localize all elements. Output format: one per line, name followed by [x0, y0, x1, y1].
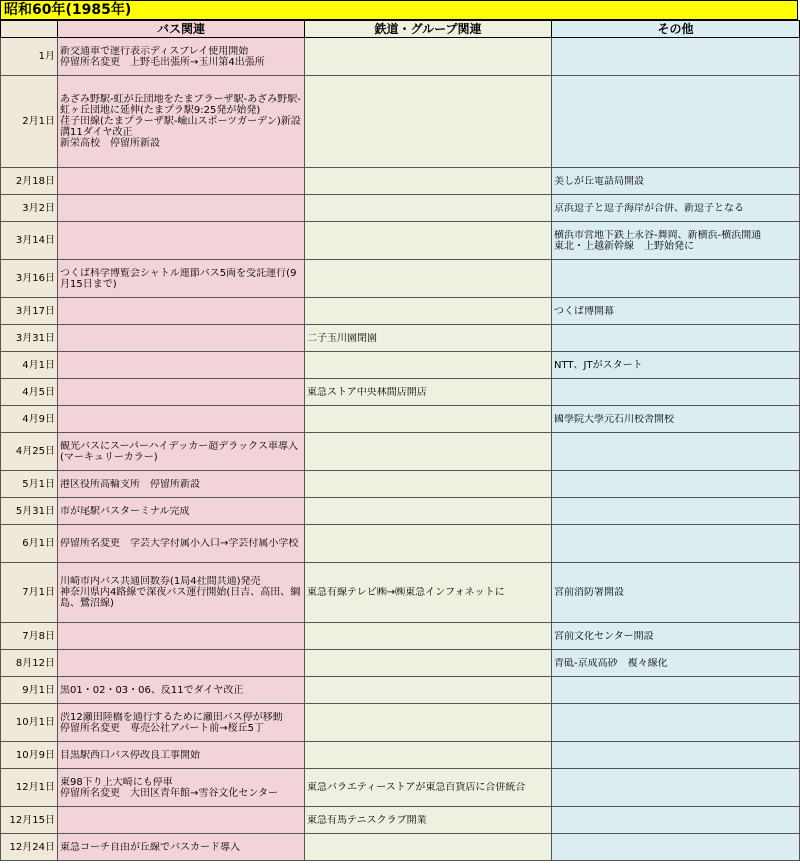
row-date: [1, 222, 58, 260]
row-bus-cell-text: 東98下り上大崎にも停車 停留所名変更 大田区青年館→雪谷文化センター: [60, 776, 278, 799]
row-date-text: 4月1日: [22, 359, 55, 371]
row-bus-cell: [58, 406, 305, 433]
table-row: [1, 168, 800, 195]
row-date: [1, 76, 58, 168]
row-date: [1, 168, 58, 195]
row-other-cell: [552, 704, 800, 742]
row-date: [1, 769, 58, 807]
table-row: [1, 807, 800, 834]
row-bus-cell-text: 黒01・02・03・06、反11でダイヤ改正: [60, 684, 244, 696]
table-row: [1, 834, 800, 861]
row-rail-cell: [305, 650, 552, 677]
row-other-cell: [552, 650, 800, 677]
row-bus-cell-text: つくば科学博覧会シャトル連節バス5両を受託運行(9月15日まで): [60, 267, 297, 290]
row-other-cell-text: 宮前消防署開設: [554, 587, 624, 598]
row-date: [1, 352, 58, 379]
row-other-cell: [552, 406, 800, 433]
row-bus-cell: [58, 677, 305, 704]
row-rail-cell: [305, 406, 552, 433]
row-other-cell: [552, 677, 800, 704]
row-rail-cell: [305, 742, 552, 769]
row-rail-cell: [305, 195, 552, 222]
row-rail-cell: [305, 563, 552, 623]
row-rail-cell-text: 二子玉川園閉園: [307, 332, 377, 344]
row-date-text: 12月1日: [15, 782, 55, 793]
row-other-cell: [552, 168, 800, 195]
row-bus-cell-text: 停留所名変更 学芸大学付属小入口→学芸付属小学校: [60, 538, 299, 549]
row-other-cell-text: つくば博開幕: [554, 305, 614, 317]
row-other-cell-text: 國學院大學元石川校舎開校: [554, 413, 674, 425]
row-bus-cell: [58, 834, 305, 861]
row-date: [1, 433, 58, 471]
row-date: [1, 379, 58, 406]
header-rail: 鉄道・グループ関連: [305, 21, 552, 38]
row-bus-cell: [58, 222, 305, 260]
row-date: [1, 742, 58, 769]
timeline-table: [0, 20, 800, 861]
row-date-text: 3月2日: [22, 202, 55, 214]
row-date: [1, 677, 58, 704]
table-row: [1, 623, 800, 650]
row-other-cell: [552, 325, 800, 352]
row-date-text: 9月1日: [22, 684, 55, 696]
table-row: [1, 677, 800, 704]
row-rail-cell: [305, 525, 552, 563]
row-bus-cell: [58, 471, 305, 498]
table-row: [1, 325, 800, 352]
row-date-text: 5月1日: [22, 478, 55, 490]
row-bus-cell: [58, 807, 305, 834]
row-other-cell: [552, 623, 800, 650]
row-other-cell: [552, 352, 800, 379]
row-date: [1, 260, 58, 298]
row-other-cell: [552, 834, 800, 861]
row-date: [1, 563, 58, 623]
row-bus-cell: [58, 38, 305, 76]
table-row: [1, 352, 800, 379]
row-rail-cell-text: 東急有線テレビ㈱→㈱東急インフォネットに: [307, 587, 505, 598]
row-date-text: 3月17日: [15, 305, 55, 317]
table-row: [1, 76, 800, 168]
row-bus-cell: [58, 352, 305, 379]
table-row: [1, 379, 800, 406]
table-row: [1, 222, 800, 260]
row-date: [1, 498, 58, 525]
row-other-cell-text: 宮前文化センター開設: [554, 630, 654, 642]
row-rail-cell: [305, 498, 552, 525]
row-bus-cell: [58, 623, 305, 650]
row-date: [1, 834, 58, 861]
row-other-cell-text: 京浜逗子と逗子海岸が合併、新逗子となる: [554, 202, 744, 214]
table-row: [1, 195, 800, 222]
row-other-cell: [552, 379, 800, 406]
table-row: [1, 498, 800, 525]
table-row: [1, 406, 800, 433]
row-bus-cell-text: 港区役所高輪支所 停留所新設: [60, 478, 200, 490]
row-date-text: 1月: [38, 51, 55, 62]
row-rail-cell-text: 東急ストア中央林間店開店: [307, 386, 427, 398]
row-bus-cell: [58, 260, 305, 298]
table-row: [1, 650, 800, 677]
header-row: [1, 21, 800, 38]
row-bus-cell: [58, 379, 305, 406]
row-bus-cell: [58, 325, 305, 352]
table-row: [1, 769, 800, 807]
row-other-cell-text: NTT、JTがスタート: [554, 359, 643, 371]
row-date-text: 2月18日: [15, 175, 55, 187]
row-other-cell: [552, 222, 800, 260]
header-other: その他: [552, 21, 800, 38]
row-date: [1, 38, 58, 76]
row-bus-cell: [58, 498, 305, 525]
row-date-text: 10月1日: [15, 717, 55, 728]
row-date-text: 12月15日: [9, 814, 55, 826]
row-rail-cell: [305, 298, 552, 325]
row-rail-cell: [305, 222, 552, 260]
row-rail-cell: [305, 379, 552, 406]
table-row: [1, 260, 800, 298]
row-date-text: 7月1日: [22, 587, 55, 598]
row-other-cell: [552, 742, 800, 769]
row-bus-cell-text: 渋12瀬田陸橋を通行するために瀬田バス停が移動 停留所名変更 専売公社アパート前→桜丘5丁: [60, 711, 283, 734]
row-rail-cell: [305, 352, 552, 379]
row-bus-cell-text: 市が尾駅バスターミナル完成: [60, 505, 190, 517]
table-row: [1, 525, 800, 563]
row-rail-cell: [305, 325, 552, 352]
row-rail-cell: [305, 260, 552, 298]
row-rail-cell-text: 東急有馬テニスクラブ開業: [307, 814, 427, 826]
row-rail-cell: [305, 433, 552, 471]
row-rail-cell: [305, 168, 552, 195]
row-bus-cell: [58, 742, 305, 769]
row-bus-cell-text: あざみ野駅-虹が丘団地をたまプラーザ駅-あざみ野駅-虹ヶ丘団地に延伸(たまプラ駅9:25発が始発) 荏子田線(たまプラーザ駅-嶮山スポーツガーデン)新設 溝11ダイヤ改正 新栄高校 停留所新設: [60, 94, 301, 149]
row-other-cell-text: 美しが丘電話局開設: [554, 175, 644, 187]
row-rail-cell: [305, 834, 552, 861]
row-date: [1, 650, 58, 677]
row-rail-cell: [305, 769, 552, 807]
table-row: [1, 704, 800, 742]
row-date-text: 10月9日: [15, 749, 55, 761]
row-rail-cell: [305, 471, 552, 498]
row-other-cell: [552, 260, 800, 298]
row-other-cell-text: 横浜市営地下鉄上永谷-舞岡、新横浜-横浜開通 東北・上越新幹線 上野始発に: [554, 229, 762, 252]
table-row: [1, 433, 800, 471]
row-date-text: 3月31日: [15, 332, 55, 344]
row-date-text: 8月12日: [15, 657, 55, 669]
header-bus: バス関連: [58, 21, 305, 38]
row-bus-cell-text: 目黒駅西口バス停改良工事開始: [60, 749, 200, 761]
row-other-cell-text: 青砥-京成高砂 複々線化: [554, 657, 668, 669]
row-bus-cell: [58, 525, 305, 563]
row-date: [1, 704, 58, 742]
row-date: [1, 406, 58, 433]
row-date: [1, 807, 58, 834]
row-bus-cell-text: 新交通車で運行表示ディスプレイ使用開始 停留所名変更 上野毛出張所→玉川第4出張所: [60, 45, 265, 68]
row-rail-cell: [305, 38, 552, 76]
row-bus-cell: [58, 195, 305, 222]
row-date: [1, 471, 58, 498]
row-bus-cell: [58, 563, 305, 623]
row-bus-cell: [58, 433, 305, 471]
row-rail-cell: [305, 704, 552, 742]
row-date-text: 2月1日: [22, 116, 55, 127]
row-date: [1, 525, 58, 563]
row-other-cell: [552, 525, 800, 563]
row-date-text: 7月8日: [22, 630, 55, 642]
row-bus-cell: [58, 704, 305, 742]
table-row: [1, 563, 800, 623]
row-date: [1, 623, 58, 650]
table-row: [1, 471, 800, 498]
row-other-cell: [552, 769, 800, 807]
table-row: [1, 742, 800, 769]
row-other-cell: [552, 498, 800, 525]
row-date-text: 4月5日: [22, 386, 55, 398]
row-date-text: 5月31日: [15, 505, 55, 517]
row-date-text: 3月16日: [15, 273, 55, 284]
row-date-text: 4月9日: [22, 413, 55, 425]
row-bus-cell-text: 東急コーチ自由が丘線でバスカード導入: [60, 841, 240, 853]
row-rail-cell: [305, 677, 552, 704]
header-date: [1, 21, 58, 38]
row-bus-cell: [58, 650, 305, 677]
row-date: [1, 195, 58, 222]
row-other-cell: [552, 76, 800, 168]
row-other-cell: [552, 433, 800, 471]
row-date: [1, 298, 58, 325]
row-date-text: 4月25日: [15, 446, 55, 457]
sheet-title: 昭和60年(1985年): [0, 0, 798, 20]
row-bus-cell: [58, 168, 305, 195]
row-rail-cell-text: 東急バラエティーストアが東急百貨店に合併統合: [307, 782, 526, 793]
row-rail-cell: [305, 76, 552, 168]
row-other-cell: [552, 807, 800, 834]
row-bus-cell-text: 川崎市内バス共通回数券(1局4社間共通)発売 神奈川県内4路線で深夜バス運行開始(日吉、高田、綱島、鷺沼線): [60, 576, 301, 609]
row-rail-cell: [305, 623, 552, 650]
row-bus-cell-text: 観光バスにスーパーハイデッカー超デラックス車導入(マーキュリーカラー): [60, 440, 298, 463]
row-other-cell: [552, 563, 800, 623]
row-other-cell: [552, 195, 800, 222]
row-other-cell: [552, 298, 800, 325]
row-bus-cell: [58, 76, 305, 168]
row-rail-cell: [305, 807, 552, 834]
row-other-cell: [552, 38, 800, 76]
table-row: [1, 298, 800, 325]
row-date-text: 6月1日: [22, 538, 55, 549]
row-bus-cell: [58, 769, 305, 807]
table-row: [1, 38, 800, 76]
row-date-text: 3月14日: [15, 235, 55, 246]
row-date-text: 12月24日: [9, 841, 55, 853]
row-other-cell: [552, 471, 800, 498]
row-bus-cell: [58, 298, 305, 325]
row-date: [1, 325, 58, 352]
